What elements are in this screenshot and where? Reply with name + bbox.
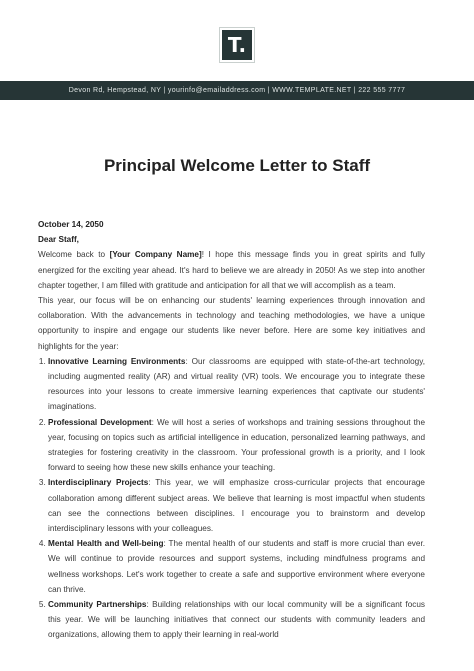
focus-paragraph: This year, our focus will be on enhancing our students' learning experiences through innovation and collaboration. With the advancements in technology and teaching methodologies, we have a unique opportunity to inspire and engage our students like never before. Here are some key initiatives and highlights for the year:: [38, 296, 425, 351]
letter-date: October 14, 2050: [38, 220, 104, 229]
initiatives-list: [38, 354, 425, 643]
list-item-title: Mental Health and Well-being: [48, 539, 164, 549]
intro-before: Welcome back to: [38, 250, 110, 260]
list-item: [48, 536, 425, 597]
list-item-text: : The mental health of our students and staff is more crucial than ever. We will continue to provide resources and support systems, including mindfulness programs and wellness workshops. Let's work together to create a safe and supportive environment where everyone can thrive.: [48, 539, 425, 594]
list-item-text: : We will host a series of workshops and training sessions throughout the year, focusing on topics such as artificial intelligence in education, personalized learning pathways, and strategies for fostering creativity in the classroom. Your professional growth is a priority, and I look forward to seeing how these new skills enhance your teaching.: [48, 417, 425, 473]
list-item-title: Professional Development: [48, 417, 152, 427]
company-logo: [219, 27, 255, 63]
list-item-text: : This year, we will emphasize cross-curricular projects that encourage collaboration among different subject areas. We believe that learning is most impactful when students can see the connections between disciplines. I encourage you to brainstorm and develop interdisciplinary lessons with your colleagues.: [48, 478, 425, 534]
list-item: [48, 354, 425, 415]
list-item-text: : Our classrooms are equipped with state-of-the-art technology, including augmented reality (AR) and virtual reality (VR) tools. We encourage you to integrate these resources into your lessons to create immersive learning experiences that captivate our students' imaginations.: [48, 356, 425, 412]
letter-salutation: Dear Staff,: [38, 235, 79, 245]
intro-after: ! I hope this message finds you in great spirits and fully energized for the exciting year ahead. It's hard to believe we are already in 2050! As we step into another chapter together, I am filled with gratitude and anticipation for all that we will accomplish as a team.: [38, 250, 425, 290]
intro-paragraph: [38, 247, 425, 293]
list-item: [48, 415, 425, 476]
logo-mark: T.: [222, 30, 252, 60]
list-item-title: Community Partnerships: [48, 600, 147, 610]
list-item-title: Innovative Learning Environments: [48, 356, 186, 366]
letter-body: [38, 217, 425, 643]
list-item-text: : Building relationships with our local community will be a significant focus this year. We will be launching initiatives that connect our students with community leaders and organizations, allowing them to apply their learning in real-world: [48, 600, 426, 640]
list-item-title: Interdisciplinary Projects: [48, 478, 149, 488]
company-name-placeholder: [Your Company Name]: [109, 250, 202, 260]
list-item: [48, 475, 425, 536]
document-title: Principal Welcome Letter to Staff: [103, 156, 371, 175]
contact-bar: Devon Rd, Hempstead, NY | yourinfo@emailaddress.com | WWW.TEMPLATE.NET | 222 555 7777: [0, 81, 474, 100]
list-item: [48, 597, 425, 643]
